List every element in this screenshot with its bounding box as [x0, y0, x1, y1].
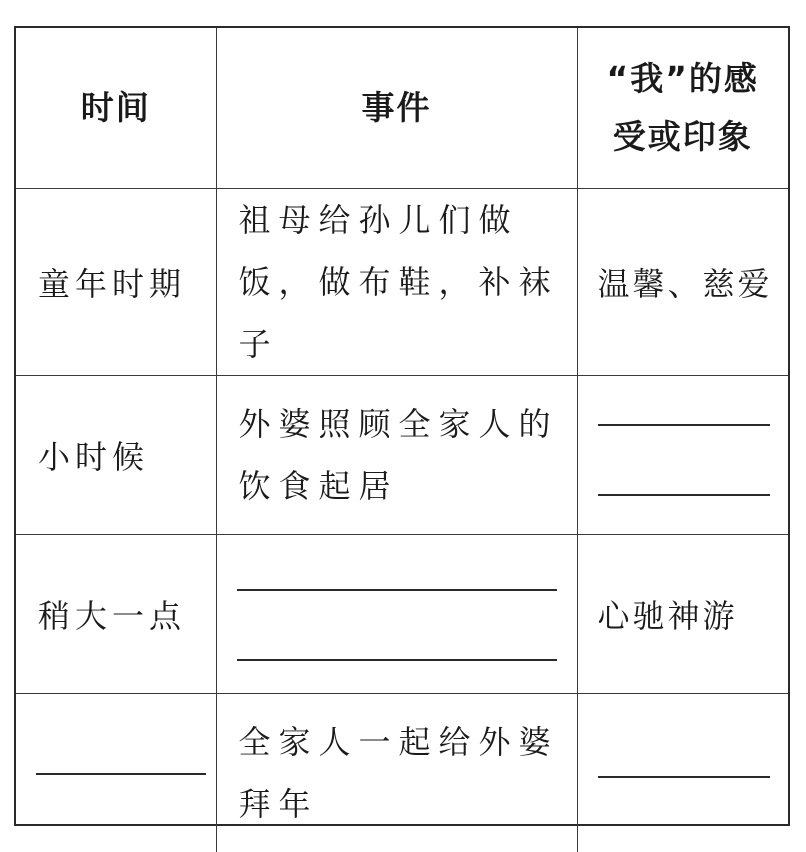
header-feeling [577, 28, 788, 188]
time-cell [16, 375, 216, 534]
table-row-older [16, 534, 788, 693]
table-row-little [16, 375, 788, 534]
reading-comprehension-table [16, 28, 788, 852]
event-cell [216, 188, 577, 375]
event-answer-blank-2[interactable] [237, 659, 557, 661]
event-cell [216, 693, 577, 852]
worksheet-frame [14, 26, 790, 826]
event-line-2: 拜年 [238, 784, 319, 823]
feeling-cell [577, 375, 788, 534]
event-line-2: 饮食起居 [238, 466, 399, 505]
event-line-1: 外婆照顾全家人的 [238, 404, 559, 443]
event-answer-blank-1[interactable] [237, 589, 557, 591]
time-answer-blank[interactable] [36, 771, 206, 775]
event-cell [216, 375, 577, 534]
event-cell [216, 534, 577, 693]
table-row-new-year [16, 693, 788, 852]
time-label: 稍大一点 [38, 596, 187, 635]
feeling-answer-blank[interactable] [598, 776, 771, 778]
header-event [216, 28, 577, 188]
time-label: 童年时期 [38, 264, 187, 303]
feeling-answer-blank-2[interactable] [598, 494, 771, 496]
feeling-cell [577, 534, 788, 693]
time-cell [16, 534, 216, 693]
time-label: 小时候 [38, 437, 150, 476]
event-line-1: 祖母给孙儿们做 [238, 200, 519, 239]
event-line-1: 全家人一起给外婆 [238, 722, 559, 761]
time-cell [16, 188, 216, 375]
header-feeling-line-1: “我”的感 [606, 58, 759, 98]
header-row [16, 28, 788, 188]
feeling-answer-blank-1[interactable] [598, 424, 771, 426]
table-row-childhood [16, 188, 788, 375]
feeling-label: 温馨、慈爱 [597, 264, 773, 303]
header-event-label: 事件 [361, 87, 432, 127]
event-line-2: 饭，做布鞋，补袜子 [238, 262, 559, 363]
feeling-label: 心驰神游 [597, 596, 738, 635]
header-time-label: 时间 [80, 87, 151, 127]
time-cell [16, 693, 216, 852]
feeling-cell [577, 188, 788, 375]
header-time [16, 28, 216, 188]
feeling-cell [577, 693, 788, 852]
header-feeling-line-2: 受或印象 [612, 116, 753, 156]
